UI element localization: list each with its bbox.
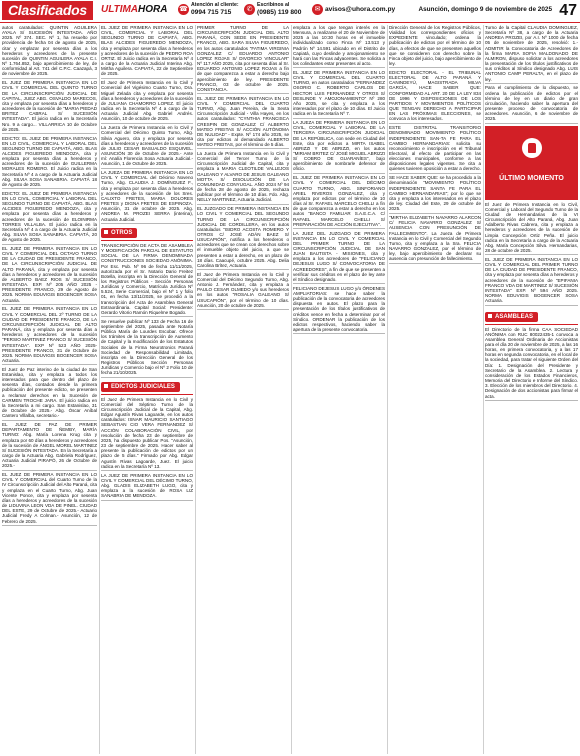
notice: Dirección General de los Registros Públicos, Vialidad los correspondientes oficios y EXPEDIENTE vinculado; ordena la publicación de edictos por el término de 10 días, a efectos de que se presenten aquellos que se consideren con derecho sobre la Finca objeto del juicio, bajo apercibimiento de ley. <box>389 25 481 68</box>
notice: LA JUEZA DE PRIMERA INSTANCIA EN LO CIVIL Y COMERCIAL del Décimo Noveno Turno, Abg. CLAUDIA J. DOMÍNGUEZ F., cita y emplaza por sesenta días a herederos y acreedores de la sucesión de los Sres. CALIXTO FRETES, MARIA DOLORES FRETES y DIGNA FRETES DE ESPINOZA. Asunción, 31 de octubre de 2025. Abg. ANDREA M. PROZEI SERRA (interina), Actuaria Judicial. <box>101 170 193 224</box>
ultimo-momento-banner <box>485 126 578 200</box>
notice: EL JUEZ DE PRIMERA INSTANCIA EN LO CIVIL Y COMERCIAL DEL QUINTO TURNO DE LA CIRCUNSCRIPCIÓN JUDICIAL DE CAPITAL, JUEZ ABG. OSVALDO MARECOS, cita y emplaza por sesenta días a herederos y acreedores de la sucesión de "MARIA PIEDAD BRITEZ CABRAL S/ SUCESIÓN INTESTADA". El juicio radica en la Secretaría Nro. 9 a cargo... VILLARRICA 10 de Octubre de 2025. <box>2 80 97 134</box>
whatsapp-icon: ✆ <box>244 4 255 15</box>
notice: El Juez de Primera Instancia en lo Civil y Comercial del Vigésimo Cuarto Turno, Dra. Miguel Zelada cita y emplaza por sesenta días a herederos y acreedores de la sucesión de JULIANA CHAMORRO LOPEZ. El juicio radica en la Secretaría Nº 4 a cargo de la Actuaria Judicial Abg. Gabriel Andrés. Asunción, 10 de octubre de 2025. <box>101 80 193 123</box>
page-header <box>0 0 580 23</box>
notice: PRIMER TURNO DE LA CIRCUNSCRIPCIÓN JUDICIAL DEL ALTO PARANÁ, CON SEDE EN PRESIDENTE FRANCO, ABG. SARA SILVIA FIGUEREDO, en los autos caratulados "FATIMA VIRGINIA GONZALEZ C/ EDUARDO ANTONIO LOPEZ ROJAS S/ DIVORCIO VINCULAR" Nº 117 AÑO 2025, cita por sesenta días al Sr. EDUARDO ANTONIO LOPEZ ROJAS a fin de que comparezca a estar a derecho bajo apercibimiento de ley. PRESIDENTE FRANCO, 03 de octubre de 2025. CONSTANCIA. <box>197 25 289 94</box>
section-header-edictos: EDICTOS JUDICIALES <box>101 380 193 395</box>
notice: LA JUEZ DE PRIMERA INSTANCIA EN LO CIVIL Y COMERCIAL DEL DÉCIMO TURNO, Abg. GLADIS ELIZABETH LUGO, cita y emplaza a la sucesión de ROSA LIZ SANABRIA DE MENDOZA. <box>101 473 193 501</box>
column-divider <box>99 25 100 754</box>
notice: EL JUEZ DE PAZ DE PRIMER DEPARTAMENTO DE ÑEMBY, MARÍA TURNO: Abg. María Lorena Krug cita y emplaza por 60 días a herederos y acreedores de la sucesión de ÁNGEL MOREL MARTINEZ S/ SUCESIÓN INTESTADA. En la Secretaría a cargo de la Actuaria Abg. Gabriela Rodríguez, Actuaria Judicial PIRAPÓ, 26 de Octubre de 2025.- <box>2 422 97 471</box>
column-4 <box>293 25 385 754</box>
section-header-otros: OTROS <box>101 226 193 241</box>
section-header-asambleas: ASAMBLEAS <box>485 310 578 325</box>
contact-customer-service: Atención al cliente: 0994 715 715 <box>191 2 239 16</box>
notice: EL JUEZ DE PRIMERA INSTANCIA EN LO CIVIL Y COMERCIAL DEL OCTAVO TURNO DE LA CIUDAD DE PRESIDENTE FRANCO, DE LA CIRCUNSCRIPCIÓN JUDICIAL DE ALTO PARANÁ, cita y emplaza por sesenta días a herederos y acreedores de la sucesión de ALBERTO BAEZ RIOS S/ SUCESIÓN INTESTADA. EXP. Nº 205 AÑO 2025 - PRESIDENTE FRANCO, 29 de Agosto de 2025. NORMA EDUVIGIS BOGENCER SOSA Actuaria. <box>2 246 97 305</box>
column-6 <box>485 25 578 754</box>
notice: EL JUEZ DE PRIMERA INSTANCIA EN LO CIVIL Y COMERCIAL DEL CUARTO TURNO, Abg. Juan Pereira, de la Sexta Circunscripción Judicial - Villa Hayes, en los autos caratulados: "CYNTHIA FRANCISCA CRESPIN DE GONZALEZ C/ ALBERTO MATEO FREITAS S/ ACCIÓN AUTÓNOMA DE NULIDAD" - Expte. Nº 174 año 2025, se cita por edictos al demandado ALBERTO MATEO FREITAS, por el término de 5 días. <box>197 96 289 150</box>
page-number: 47 <box>559 2 577 19</box>
column-divider <box>195 25 196 754</box>
notice: EL JUEZ DE PRIMERA INSTANCIA EN LO CIVIL Y COMERCIAL DEL PRIMER TURNO DE LA CIUDAD DE PRESIDENTE FRANCO, cita y emplaza por sesenta días a herederos y acreedores de la sucesión de "EPIFANIA FRANCO VDA DE MARTINEZ S/ SUCESIÓN INTESTADA" EXP. Nº 594 AÑO 2025. NORMA EDUVIGIS BOGENCER SOSA Actuaria. <box>485 257 578 306</box>
notice: EDICTO ELECTORAL - EL TRIBUNAL ELECTORAL DE ALTO PARANÁ Y CANINDEYÚ, MAGISTRADA MILVA GARCÍA, HACE SABER QUE: CONFORMIDAD AL ART. 20 DE LA LEY 834 DE 1996 Y DISPOSICIONES DE LOS PARTIDOS Y MOVIMIENTOS POLÍTICOS QUE TENGAN DERECHO A PARTICIPAR EN LAS PRÓXIMAS ELECCIONES, se convoca a los interesados. <box>389 70 481 124</box>
notice: LA JUEZA DE PRIMERA INSTANCIA EN LO CIVIL, COMERCIAL Y LABORAL DE LA TERCERA CIRCUNSCRIPCIÓN JUDICIAL DE LA REPÚBLICA, con sede en Ciudad del Este, cita por edictos a MIRTA ISABEL ABRIZZI Y DE ABRIZZI, en los autos "MIRIAM BRITEZ C/ JOSÉ MIGUEL ABRIZZI S/ COBRO DE GUARANÍES", bajo apercibimiento de nombrarle defensor de oficio. <box>293 120 385 174</box>
phone-icon: ☎ <box>179 6 188 13</box>
notice: Turno de la Capital CLAUDIA DOMINGUEZ, Secretaría Nº 38, a cargo de la Actuaria ANDREA PROZEI, por A.I. Nº 1000 de fecha 05 de noviembre de 2025, resolvió: 1.- ADMITIR la Convocatoria de Acreedores de la firma MARIA SOFIA MALDONADO DE ALMIRON, dispuso solicitar a los acreedores la presentación de los títulos justificativos de sus créditos al Síndico designado Abg. LUIS ANTONIO CAMP PERALTA, en el plazo de ley. <box>485 25 578 84</box>
notice: La Jueza de Primera Instancia en lo Civil y Comercial del Tercer Turno de la Circunscripción Judicial de Capital, cita y emplaza a MARIA CLEOTILDE VALLEJOS GALEANO Y ALVARO DE JESUS GALEANO MOTTA S/ DISOLUCIÓN DE LA COMUNIDAD CONYUGAL. AÑO 2024 Nº 94 de fecha 28 de agosto de 2025, rechaza publicar por el término de 10 días. Fdo. Abg. NELLY MARTINEZ, Actuaria Judicial. <box>197 151 289 205</box>
notice: El Juez de Paz interino de la ciudad de San Estanislao, cita y emplaza a todos los interesados para que dentro del plazo de sesenta días, contados desde la primera publicación del presente edicto, se presenten a reclamar derechos en la Sucesión de CARMEN TROCHE JARA. El juicio radica en la Secretaría a mi cargo. San Estanislao, 31 de Octubre de 2025.- Abg. Óscar Aníbal Cantero Villalba, secretario.- <box>2 367 97 421</box>
notice: Para el cumplimiento de lo dispuesto, se ordena la publicación de edictos por el término de ley en un diario de gran circulación, haciendo saber la apertura del presente proceso de convocatoria de acreedores. Asunción, 6 de noviembre de 2025. <box>485 85 578 123</box>
notice: EDICTO: EL JUEZ DE PRIMERA INSTANCIA EN LO CIVIL, COMERCIAL Y LABORAL DEL SEGUNDO TURNO DE CAPIATÁ, ABG. BLAS ALCIDES FIGUEREDO MENDOZA, cita y emplaza por sesenta días a herederos y acreedores de la sucesión de ELOINIRMA TORRES VILLALBA. El juicio radica en la Secretaría Nº 4 a cargo de la Actuaria Judicial Abg. SILVIA SOSA SANABRIA. CAPIATÁ, 20 de Agosto de 2025. <box>2 191 97 245</box>
notice: EL JUEZ DE PRIMERA INSTANCIA EN LO CIVIL Y COMERCIAL DEL DÉCIMO CUARTO TURNO, ABG. SINFORIANO ARIEL RIVEROS GONZALEZ, cita y emplaza por edictos por el término de 10 días al Sr. RAFAEL MARCELO CHELLI a fin de que comparezca a estar a derecho en los autos "BANCO FAMILIAR S.A.E.C.A. C/ RAFAEL MARCELO CHELLI S/ PREPARACIÓN DE ACCIÓN EJECUTIVA". <box>293 175 385 229</box>
notice: EL JUZGADO DE PRIMERA INSTANCIA EN LO CIVIL Y COMERCIAL DEL SEGUNDO TURNO DE LA CIRCUNSCRIPCIÓN JUDICIAL DE CORDILLERA, en los autos caratulados "ISIDRO ACOSTA ROMERO Y OTROS C/ JOSÉ ADÁN BAEZ S/ USUCAPIÓN", notifica a los herederos o acreedores que se crean con derechos sobre el inmueble objeto del juicio, a que se presenten a estar a derecho, en un plazo de 18 días. Caacupé, octubre 2025. Abg. Delia Carolina Brítez, Actuaria. <box>197 206 289 270</box>
contact-whatsapp: Escribinos al (0985) 119 800 <box>257 2 302 16</box>
column-1 <box>2 25 97 754</box>
notice: EL JUEZ DE PRIMERA INSTANCIA EN LO CIVIL Y COMERCIAL del Cuarto Turno de la IV Circunscripción Judicial del Alto Paraná, cita y emplaza en el Cuarto Turno, Abg. Juan Vicente Ponce, cita y emplaza por sesenta días a herederos y acreedores de la sucesión de LIDUVINA LEON VDA DE PINEL. CIUDAD DEL ESTE, 29 de Octubre de 2025.- Actuario Judicial Fredy A Colman.- Asunción, 12 de Febrero de 2025. <box>2 472 97 526</box>
notice: El Directorio de la firma CAA SOCIEDAD ANÓNIMA con RUC 80022435-1 convoca a Asamblea General Ordinaria de Accionistas para el día 20 de noviembre de 2025, a las 16 horas, en primera convocatoria, y a las 17 horas en segunda convocatoria, en el local de la sociedad, para tratar el siguiente Orden del Día: 1. Designación del Presidente y Secretario de la Asamblea. 2. Lectura y consideración de los Estados Financieros, Memoria del Directorio e Informe del Síndico. 3. Elección de los miembros del Directorio. 4. Designación de dos accionistas para firmar el acta. <box>485 327 578 401</box>
notice: EL JUEZ DE PRIMERA INSTANCIA EN LO CIVIL Y COMERCIAL DEL 2º TURNO DE LA CIUDAD DE PRESIDENTE FRANCO, DE LA CIRCUNSCRIPCIÓN JUDICIAL DE ALTO PARANÁ, cita y emplaza por sesenta días a herederos y acreedores de la sucesión "PERSIO MARTINEZ FRANCO S/ SUCESIÓN INTESTADA". EXP Nº 523 AÑO 2025-PRESIDENTE FRANCO, 31 de Octubre de 2025. NORMA EDUVIGIS BOGENCER SOSA Actuaria. <box>2 306 97 365</box>
column-divider <box>387 25 388 754</box>
notice: LA JUEZ DEL JUZGADO DE PRIMERA INSTANCIA EN LO CIVIL Y COMERCIAL DEL PRIMER TURNO DE LA CIRCUNSCRIPCIÓN JUDICIAL DE SAN JUAN BAUTISTA - MISIONES, cita y emplaza a los acreedores de "FELICIANO DEJESUS LUGO S/ CONVOCATORIA DE ACREEDORES", a fin de que se presenten a verificar sus créditos en el plazo de ley ante el Síndico designado. <box>293 231 385 285</box>
notice: "MIRTHA ELIZABETH NAVARRO ALARCON C/ FELICIA NAVARRO GONZALEZ S/ AUSENCIA CON PRESUNCIÓN DE FALLECIMIENTO". La Jueza de Primera Instancia en lo Civil y Comercial del Segundo Turno, cita y emplaza a la Sra. FELICIA NAVARRO GONZALEZ, por el término de ley, bajo apercibimiento de declarar su ausencia con presunción de fallecimiento. <box>389 215 481 264</box>
notice: Se resuelve publicar Nº 133 de Fecha 16 de septiembre del 2025, pasada ante Notaría Pública María de Lourdes Escobar. Ofrece los trámites de la transcripción de Aumento de Capital y la modificación de los Estatutos Sociales de la Firma Neurotronics Paraná Sociedad de Responsabilidad Limitada, inscripta en la Dirección General de los Registros Públicos Sección Personas Jurídicas y Comercio bajo el Nº 2 Folio 10 de fecha 21/10/2025. <box>101 319 193 378</box>
column-3 <box>197 25 289 754</box>
notice: El Juez de Primera Instancia en lo Civil y Comercial del Séptimo Turno de la Circunscripción Judicial de la Capital, Abg. Edgar Agustín Rivas Lagoarde, en los autos caratulados: ISNAR MAURICIO SANTIAGO SEBASTIAN CIO VERA FERNANDEZ S/ ACCIÓN COLABORACIÓN CIVIL, por resolución de fecha 23 de septiembre de 2025, ha dispuesto publicar Pos. "Asunción, 23 de septiembre de 2025. Hacer saber al presente la publicación de edictos por un plazo de 5 días." Firmado por Abg. Edgar Agustín Rivas Lagoarde, Juez. El juicio radica en la Secretaría Nº 13. <box>101 397 193 471</box>
notice: TRANSCRIPCIÓN DE ACTA DE ASAMBLEA Y MODIFICACIÓN PARCIAL DE ESTATUTO SOCIAL DE LA FIRMA DENOMINADA CONSTRUCCIONES SOCIEDAD ANÓNIMA. Por Esc. Pub. Nº 96 de fecha 11/11/2025, autorizada por el Sr. Notario Dario Freitez Botella, inscripta en la Dirección General de los Registros Públicos - Sección Personas Jurídicas y Comercio, Matrícula Jurídica Nº 5.524, Serie Comercial, bajo el Nº 1 y folio 01, en fecha 13/11/2025, se procedió a la transcripción del Acta de Asamblea General Extraordinaria. Capital Social: Presidente: Gerardo Vitorio Ramón Riquelme Bogado. <box>101 243 193 317</box>
column-2 <box>101 25 193 754</box>
column-divider <box>291 25 292 754</box>
notice: El Juez de Primera Instancia en lo Civil y Comercial del Décimo Segundo Turno, Abg. Antonio J. Fernández, cita y emplaza a PAULO CESAR OLMEDO y/o sus herederos en los autos "ROSALIA GALEANO S/ USUCAPIÓN", por el término de 10 días. Asunción, 20 de octubre de 2025. <box>197 272 289 310</box>
newspaper-logo: ULTIMAHORA <box>101 4 168 15</box>
bell-icon <box>522 138 542 158</box>
notice: autos caratulados: QUINTIN AGUILERA AYALA S/ SUCESIÓN INTESTADA. AÑO 2025. Nº 374. SEC. Nº 1, ha resuelto por providencia de fecha 04 de agosto de 2025, citar y emplazar por sesenta días a los herederos y acreedores de la presente sucesión de QUINTIN AGUILERA AYALA C.I. Nº 1.764.852, bajo apercibimiento de ley, de conformidad al Art. 741 del C.P.C. Caazapá, 3 de noviembre de 2025. <box>2 25 97 79</box>
notice: FELICIANO DEJESUS LUGO y/o ÓRDENES AMPLIATORIAS: se hace saber la publicación de la convocatoria de acreedores dispuesta en autos. El plazo para la presentación de los títulos justificativos de créditos vence en fecha a determinar por el Síndico. ORDENAR la publicación de los edictos respectivos, haciendo saber la apertura de la presente convocatoria. <box>293 286 385 335</box>
issue-date: Asunción, domingo 9 de noviembre de 2025 <box>418 6 552 13</box>
notice: El Juez de Primera Instancia en lo Civil, Comercial y Laboral del Segundo Turno de la Ciudad de Hernandarias de la VI Circunscripción del Alto Paraná, Abg. Juan Adalberto Rivas Cabrera, cita y emplaza a herederos y acreedores de la sucesión de Limpia Concepción Ortiz Peña. El juicio radica en la Secretaría a cargo de la Actuaria Abg. María Concepción Silva. Hernandarias, 28 de octubre de 2025. <box>485 202 578 256</box>
email-icon: ✉ <box>312 4 323 15</box>
ultimo-momento-label: ÚLTIMO MOMENTO <box>499 174 564 182</box>
notice: EL JUEZ DE PRIMERA INSTANCIA EN LO CIVIL, COMERCIAL Y LABORAL DEL SEGUNDO TURNO DE CAPIATÁ, ABG. BLAS ALCIDES FIGUEREDO MENDOZA, cita y emplaza por sesenta días a herederos y acreedores de la sucesión de PEDRO ROA ORTIZ. El Juicio radica en la Secretaría Nº 4 a cargo de la Actuaria Judicial Interina Abg. Mirtha Aguilera. CAPIATÁ, 22 de Septiembre de 2025. <box>101 25 193 79</box>
column-5 <box>389 25 481 754</box>
section-title: Clasificados <box>2 1 93 20</box>
contact-email[interactable]: avisos@uhora.com.py <box>325 6 396 13</box>
notice: EDICTO: EL JUEZ DE PRIMERA INSTANCIA EN LO CIVIL, COMERCIAL Y LABORAL DEL SEGUNDO TURNO DE CAPIATÁ, ABG. BLAS ALCIDES FIGUEREDO MENDOZA, cita y emplaza por sesenta días a herederos y acreedores de la sucesión de GUILLERMA MORALES ROMERO. El Juicio radica en la Secretaría Nº 4 a cargo de la Actuaria Judicial Abg. SILVIA SOSA SANABRIA. CAPIATÁ 18 de Agosto de 2025. <box>2 136 97 190</box>
notice: SE HACE SABER QUE: se ha procedido a la denominación "MOVIMIENTO POLÍTICO INDEPENDIENTE SANTA FE PARA EL CAMBIO HERNANDARIAS"; por lo que se cita y emplaza a los interesados en el plazo de ley. Ciudad del Este, 29 de octubre de 2025. <box>389 175 481 213</box>
notice: EL JUEZ DE PRIMERA INSTANCIA EN LO CIVIL Y COMERCIAL DEL CUARTO TURNO, en autos caratulados "FERNANDEZ OSORIO C. ROBERTO CARLOS DE HECTOR LUIS FERNANDEZ Y OTROS S/ DESLINDE Y AMOJONAMIENTO" Nº 280 Año 2025, se cita y emplaza a los interesados por el plazo de 10 días. El Juicio radica en la Secretaría Nº 7. <box>293 70 385 119</box>
notice: La Jueza de Primera Instancia en lo Civil y Comercial del Décimo Quinto Turno, Abg. Silvia Aguero, cita y emplaza por sesenta días a herederos y acreedores de la sucesión de JULIO CESAR BASUALDO ESQUIVEL. ASUNCIÓN 30 de Octubre de 2025.- Ante mí: Analía Florencia Sosa Actuaria Judicial.- Asunción, 1 de Octubre de 2025. <box>101 125 193 168</box>
notice: emplaza a los que tengan interés en la Mensura, a realizarse el 20 de Noviembre de 2025 a las 10:30 horas en el inmueble individualizado como Finca Nº 13.513 y Padrón Nº 14.591 ubicado en el Distrito de Capiatá, cuyo deslinde y amojonamiento se hará con las Fincas adyacentes. Se solicita a los colindantes estar presentes al acto. <box>293 25 385 68</box>
column-divider <box>483 25 484 754</box>
notice: ESTE DISTRITAL TRANSITORIO DENOMINADO MOVIMIENTO POLÍTICO INDEPENDIENTE SAN-TA FE PARA EL CAMBIO HERNANDARIAS: solicita su reconocimiento e inscripción en el Tribunal Electoral, al efecto de participar en las elecciones municipales, conforme a las disposiciones legales vigentes. Se cita a quienes tuvieren oposición a estar a derecho. <box>389 125 481 174</box>
